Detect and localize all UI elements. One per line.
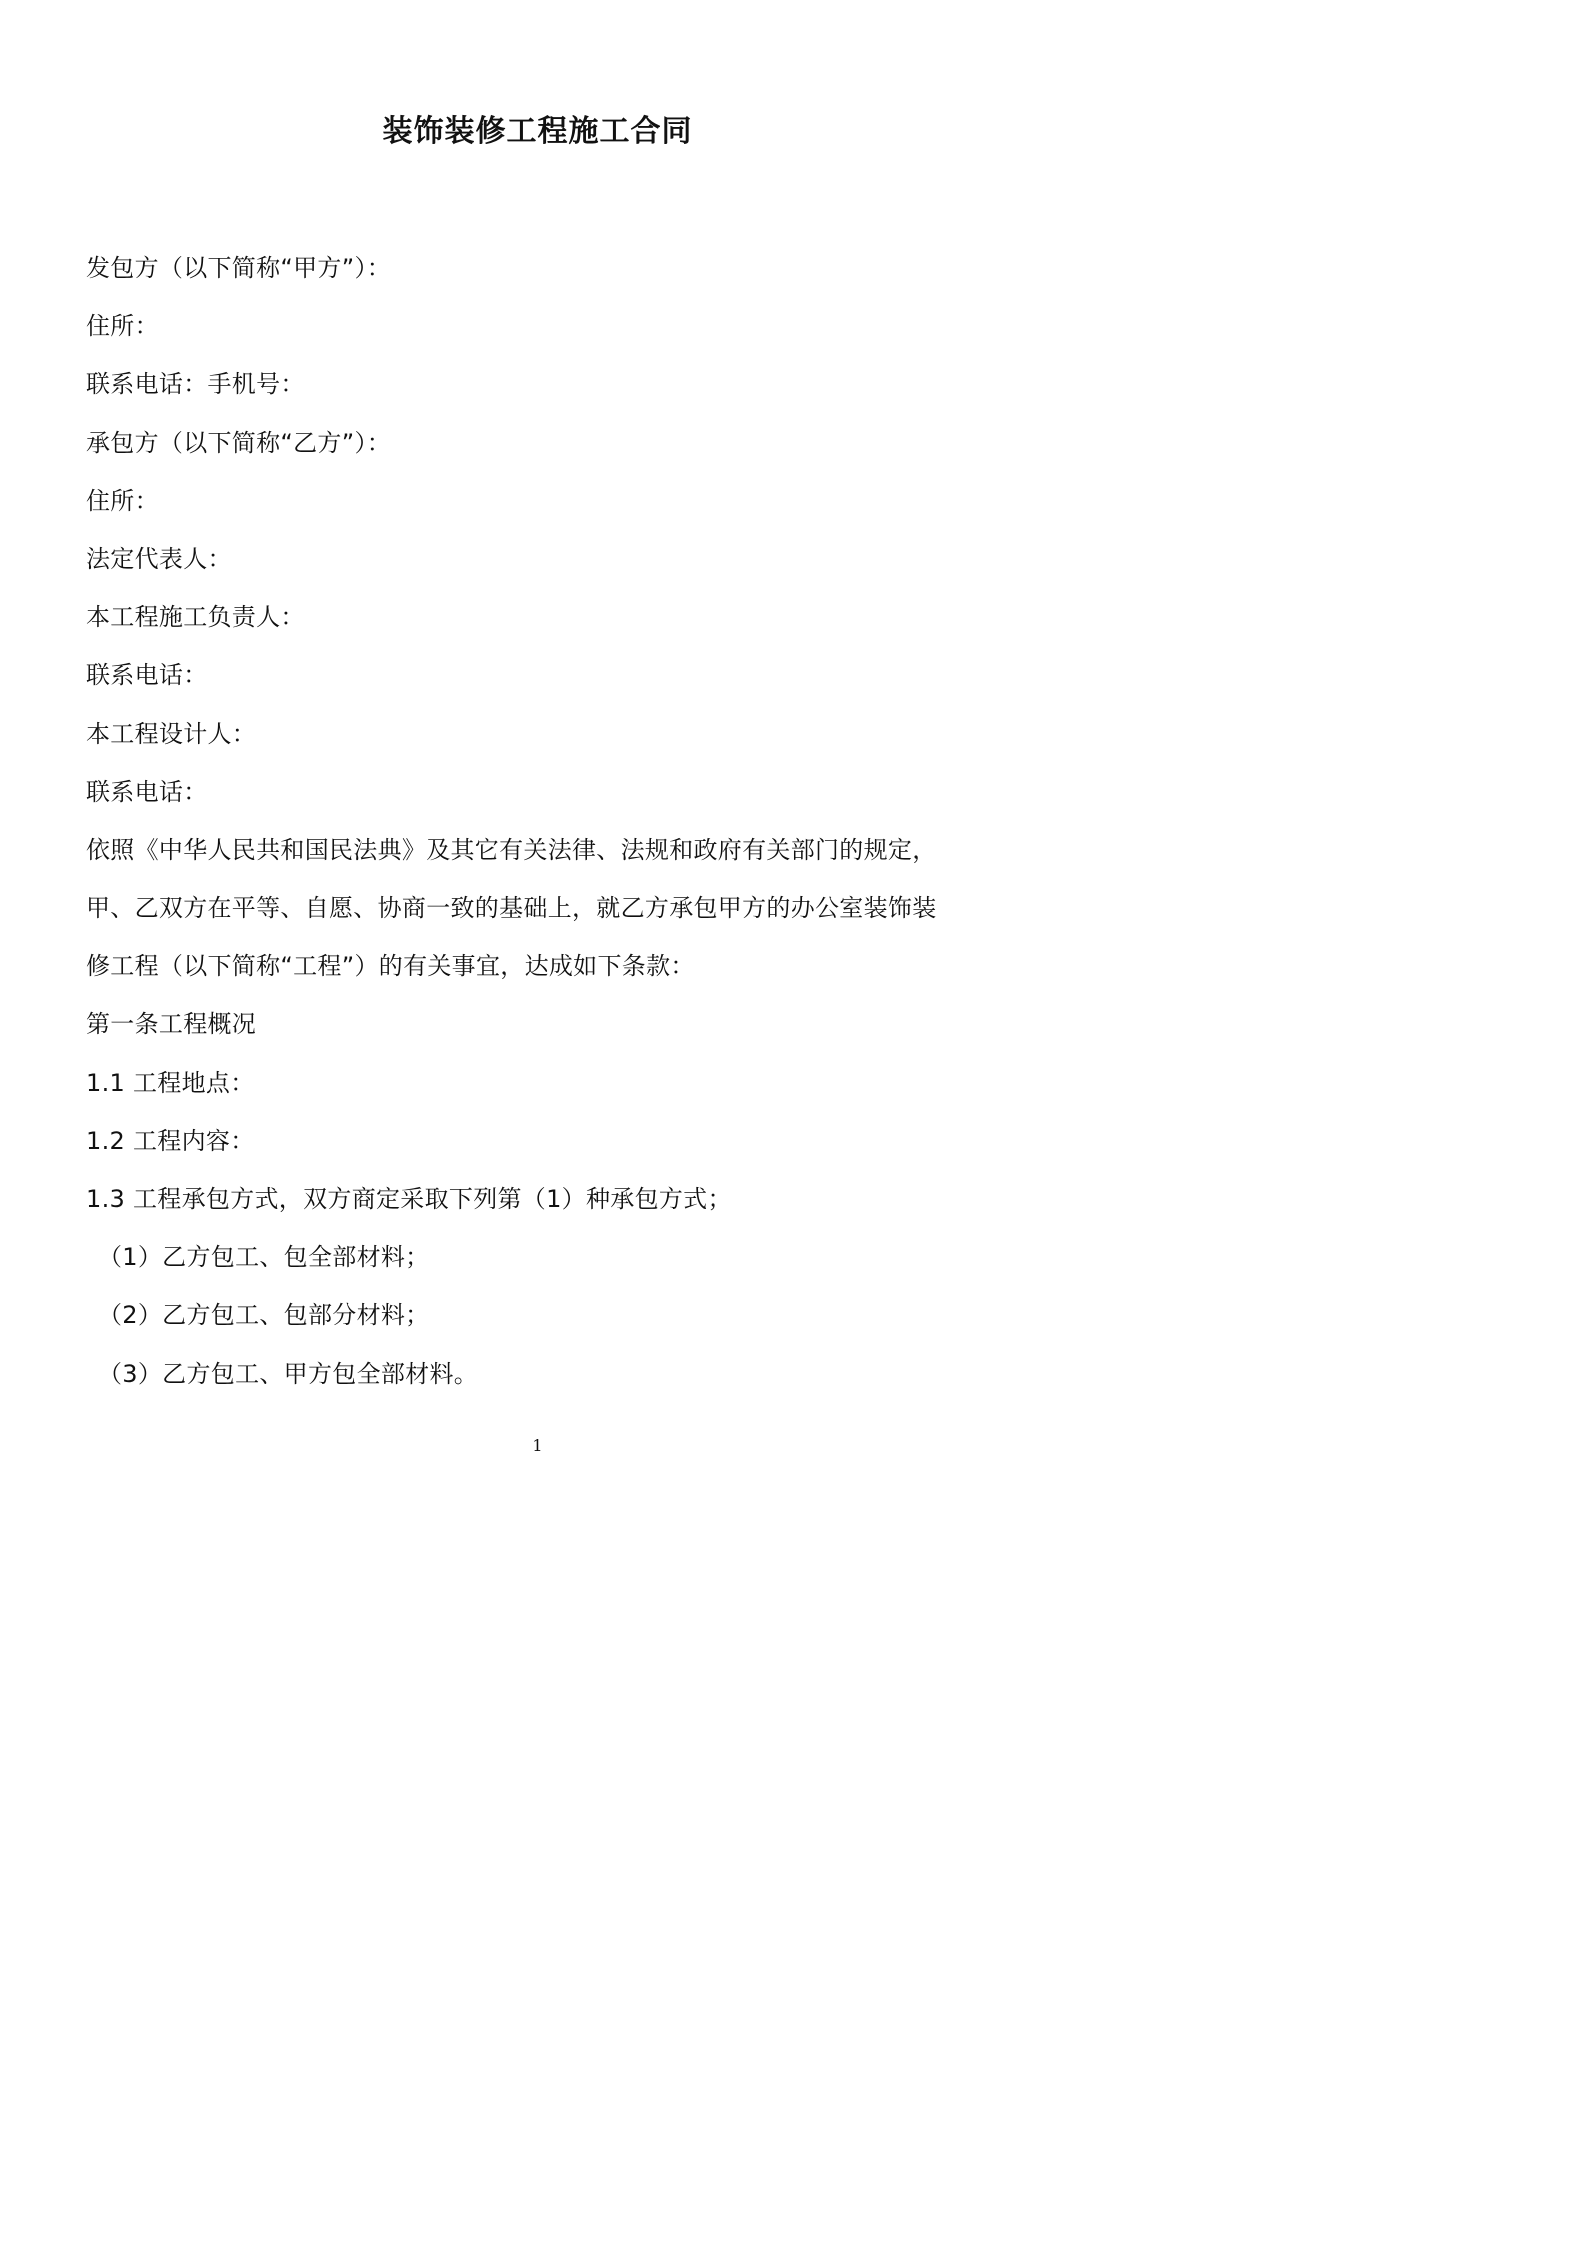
party-a-address-label: 住所：	[86, 312, 159, 341]
preamble-line-2: 甲、乙双方在平等、自愿、协商一致的基础上，就乙方承包甲方的办公室装饰装	[86, 894, 937, 923]
document-title: 装饰装修工程施工合同	[382, 114, 693, 149]
page-number: 1	[532, 1436, 543, 1455]
manager-phone-label: 联系电话：	[86, 661, 208, 690]
legal-representative-label: 法定代表人：	[86, 544, 232, 573]
document-page	[0, 0, 1100, 1560]
clause-1-3: 1.3 工程承包方式，双方商定采取下列第（1）种承包方式；	[86, 1185, 732, 1213]
party-b-address-label: 住所：	[86, 486, 159, 515]
designer-phone-label: 联系电话：	[86, 777, 208, 806]
designer-label: 本工程设计人：	[86, 719, 257, 748]
article-1-heading: 第一条工程概况	[86, 1010, 257, 1039]
preamble-line-3: 修工程（以下简称“工程”）的有关事宜，达成如下条款：	[86, 952, 695, 981]
construction-manager-label: 本工程施工负责人：	[86, 603, 305, 632]
contract-option-2: （2）乙方包工、包部分材料；	[98, 1301, 430, 1330]
document-body	[86, 248, 1006, 1412]
clause-1-1: 1.1 工程地点：	[86, 1068, 255, 1097]
contract-option-1: （1）乙方包工、包全部材料；	[98, 1243, 430, 1272]
preamble-line-1: 依照《中华人民共和国民法典》及其它有关法律、法规和政府有关部门的规定，	[86, 835, 937, 864]
clause-1-2: 1.2 工程内容：	[86, 1126, 255, 1155]
party-a-phone-label: 联系电话：手机号：	[86, 370, 305, 399]
contract-option-3: （3）乙方包工、甲方包全部材料。	[98, 1359, 479, 1388]
party-b-label: 承包方（以下简称“乙方”）：	[86, 428, 392, 457]
party-a-label: 发包方（以下简称“甲方”）：	[86, 254, 392, 282]
